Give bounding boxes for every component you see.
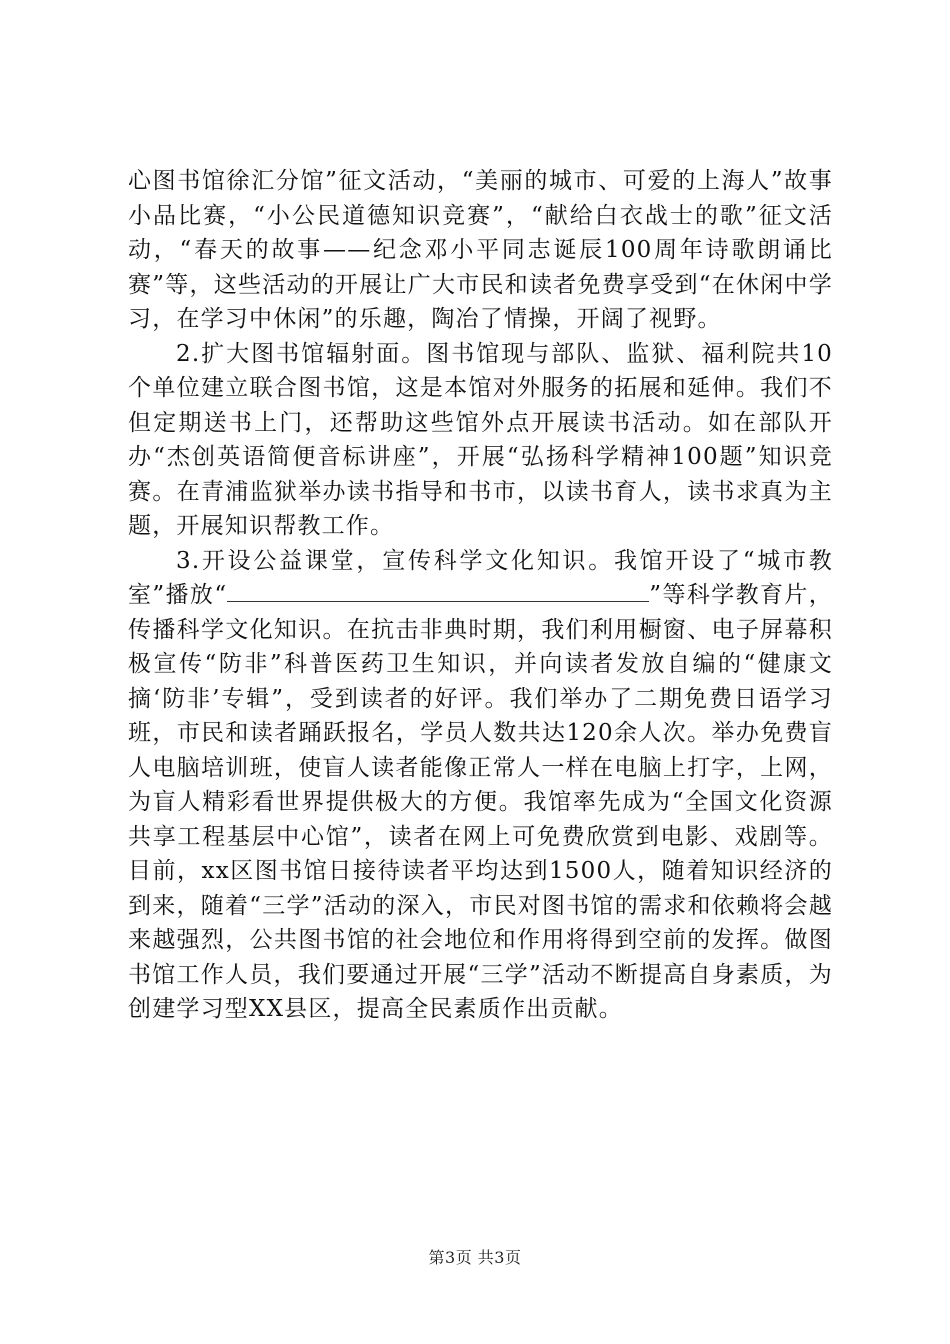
paragraph-expand-library: 2.扩大图书馆辐射面。图书馆现与部队、监狱、福利院共10个单位建立联合图书馆，这是本馆对外服务的拓展和延伸。我们不但定期送书上门，还帮助这些馆外点开展读书活动。如在部队开办“杰创英语简便音标讲座”，开展“弘扬科学精神100题”知识竞赛。在青浦监狱举办读书指导和书市，以读书育人，读书求真为主题，开展知识帮教工作。: [128, 340, 833, 539]
fill-in-blank-line: [227, 583, 649, 602]
page-footer: [0, 1245, 950, 1268]
page-number: 第3页: [428, 1248, 473, 1267]
paragraph-activities: 心图书馆徐汇分馆”征文活动，“美丽的城市、可爱的上海人”故事小品比赛，“小公民道德知识竞赛”，“献给白衣战士的歌”征文活动，“春天的故事——纪念邓小平同志诞辰100周年诗歌朗诵比赛”等，这些活动的开展让广大市民和读者免费享受到“在休闲中学习，在学习中休闲”的乐趣，陶冶了情操，开阔了视野。: [128, 168, 833, 332]
paragraph-public-classroom: [128, 544, 833, 1027]
paragraph-text-after-blank: ”等科学教育片，传播科学文化知识。在抗击非典时期，我们利用橱窗、电子屏幕积极宣传“防非”科普医药卫生知识，并向读者发放自编的“健康文摘‘防非’专辑”，受到读者的好评。我们举办了二期免费日语学习班，市民和读者踊跃报名，学员人数共达120余人次。举办免费盲人电脑培训班，使盲人读者能像正常人一样在电脑上打字，上网，为盲人精彩看世界提供极大的方便。我馆率先成为“全国文化资源共享工程基层中心馆”，读者在网上可免费欣赏到电影、戏剧等。目前，xx区图书馆日接待读者平均达到1500人，随着知识经济的到来，随着“三学”活动的深入，市民对图书馆的需求和依赖将会越来越强烈，公共图书馆的社会地位和作用将得到空前的发挥。做图书馆工作人员，我们要通过开展“三学”活动不断提高自身素质，为创建学习型XX县区，提高全民素质作出贡献。: [128, 582, 833, 1022]
paragraph-text-before-blank: 3.开设公益课堂，宣传科学文化知识。我馆开设了“城市教室”播放“: [128, 547, 833, 608]
page-total: 共3页: [477, 1248, 522, 1267]
document-body: [128, 164, 833, 1027]
